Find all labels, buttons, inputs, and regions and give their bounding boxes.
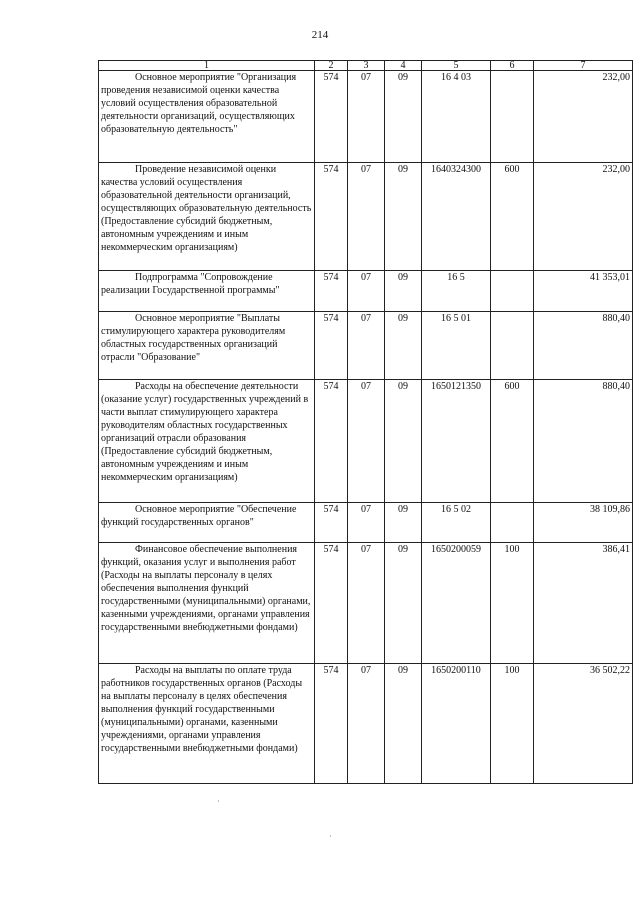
row-col-2: 574 bbox=[315, 543, 348, 664]
row-col-5: 16 5 01 bbox=[422, 312, 491, 380]
row-col-4: 09 bbox=[385, 664, 422, 784]
scan-speck: · bbox=[329, 832, 332, 841]
row-col-5: 16 4 03 bbox=[422, 71, 491, 163]
row-col-5: 1650200059 bbox=[422, 543, 491, 664]
row-col-4: 09 bbox=[385, 163, 422, 271]
row-col-4: 09 bbox=[385, 271, 422, 312]
row-col-2: 574 bbox=[315, 71, 348, 163]
row-col-6 bbox=[491, 312, 534, 380]
row-col-6: 100 bbox=[491, 664, 534, 784]
row-col-3: 07 bbox=[348, 71, 385, 163]
row-col-3: 07 bbox=[348, 312, 385, 380]
row-col-2: 574 bbox=[315, 380, 348, 503]
row-name bbox=[99, 71, 315, 163]
row-col-3: 07 bbox=[348, 503, 385, 543]
row-col-4: 09 bbox=[385, 380, 422, 503]
row-col-3: 07 bbox=[348, 163, 385, 271]
header-col-5: 5 bbox=[422, 61, 491, 71]
row-name bbox=[99, 380, 315, 503]
row-col-4: 09 bbox=[385, 312, 422, 380]
row-name bbox=[99, 503, 315, 543]
row-col-4: 09 bbox=[385, 71, 422, 163]
table-row bbox=[99, 163, 633, 271]
table-row bbox=[99, 312, 633, 380]
row-col-2: 574 bbox=[315, 503, 348, 543]
row-name bbox=[99, 163, 315, 271]
row-col-6 bbox=[491, 71, 534, 163]
row-name-text: Основное мероприятие "Выплаты стимулирующего характера руководителям областных государственных организаций отрасли "Образование" bbox=[101, 313, 286, 363]
row-name-text: Проведение независимой оценки качества условий осуществления образовательной деятельности организаций, осуществляющих образовательную деятельность (Предоставление субсидий бюджетным, автономным учреждениям и иным некоммерческим организациям) bbox=[101, 164, 312, 253]
table-row bbox=[99, 503, 633, 543]
header-col-1: 1 bbox=[99, 61, 315, 71]
scan-speck: · bbox=[217, 797, 220, 806]
header-col-7: 7 bbox=[534, 61, 633, 71]
row-col-4: 09 bbox=[385, 543, 422, 664]
header-col-2: 2 bbox=[315, 61, 348, 71]
row-name-text: Подпрограмма "Сопровождение реализации Государственной программы" bbox=[101, 272, 280, 296]
row-name-text: Основное мероприятие "Обеспечение функций государственных органов" bbox=[101, 504, 297, 528]
table-row bbox=[99, 664, 633, 784]
row-col-6: 100 bbox=[491, 543, 534, 664]
row-col-6 bbox=[491, 503, 534, 543]
row-col-2: 574 bbox=[315, 163, 348, 271]
header-col-6: 6 bbox=[491, 61, 534, 71]
row-col-6: 600 bbox=[491, 380, 534, 503]
header-col-3: 3 bbox=[348, 61, 385, 71]
row-col-3: 07 bbox=[348, 380, 385, 503]
row-name bbox=[99, 312, 315, 380]
row-name-text: Расходы на обеспечение деятельности (оказание услуг) государственных учреждений в части выплат стимулирующего характера руководителям областных государственных организаций отрасли образования (Предоставление субсидий бюджетным, автономным учреждениям и иным некоммерческим организациям) bbox=[101, 381, 309, 483]
budget-table bbox=[98, 60, 633, 784]
header-col-4: 4 bbox=[385, 61, 422, 71]
row-col-2: 574 bbox=[315, 312, 348, 380]
table-row bbox=[99, 543, 633, 664]
row-col-5: 1650121350 bbox=[422, 380, 491, 503]
row-name-text: Основное мероприятие "Организация проведения независимой оценки качества условий осуществления образовательной деятельности организаций, осуществляющих образовательную деятельность" bbox=[101, 72, 297, 135]
page-number: 214 bbox=[311, 29, 329, 41]
row-col-2: 574 bbox=[315, 271, 348, 312]
table-row bbox=[99, 271, 633, 312]
row-col-4: 09 bbox=[385, 503, 422, 543]
row-name-text: Расходы на выплаты по оплате труда работников государственных органов (Расходы на выплаты персоналу в целях обеспечения выполнения функций государственными (муниципальными) органами, казенными учреждениями, органами управления государственными внебюджетными фондами) bbox=[101, 665, 303, 754]
row-name bbox=[99, 271, 315, 312]
table-header bbox=[99, 61, 633, 71]
row-col-2: 574 bbox=[315, 664, 348, 784]
row-col-5: 1650200110 bbox=[422, 664, 491, 784]
row-amount: 880,40 bbox=[534, 312, 633, 380]
row-amount: 232,00 bbox=[534, 71, 633, 163]
row-col-3: 07 bbox=[348, 543, 385, 664]
row-col-6 bbox=[491, 271, 534, 312]
table-row bbox=[99, 380, 633, 503]
row-col-6: 600 bbox=[491, 163, 534, 271]
row-col-5: 1640324300 bbox=[422, 163, 491, 271]
row-col-5: 16 5 02 bbox=[422, 503, 491, 543]
row-amount: 880,40 bbox=[534, 380, 633, 503]
row-amount: 38 109,86 bbox=[534, 503, 633, 543]
row-name bbox=[99, 543, 315, 664]
row-col-3: 07 bbox=[348, 271, 385, 312]
table-row bbox=[99, 71, 633, 163]
row-name-text: Финансовое обеспечение выполнения функций, оказания услуг и выполнения работ (Расходы на выплаты персоналу в целях обеспечения выполнения функций государственными (муниципальными) органами, казенными учреждениями, органами управления государственными внебюджетными фондами) bbox=[101, 544, 311, 633]
row-col-5: 16 5 bbox=[422, 271, 491, 312]
row-name bbox=[99, 664, 315, 784]
row-col-3: 07 bbox=[348, 664, 385, 784]
row-amount: 232,00 bbox=[534, 163, 633, 271]
row-amount: 36 502,22 bbox=[534, 664, 633, 784]
row-amount: 41 353,01 bbox=[534, 271, 633, 312]
row-amount: 386,41 bbox=[534, 543, 633, 664]
